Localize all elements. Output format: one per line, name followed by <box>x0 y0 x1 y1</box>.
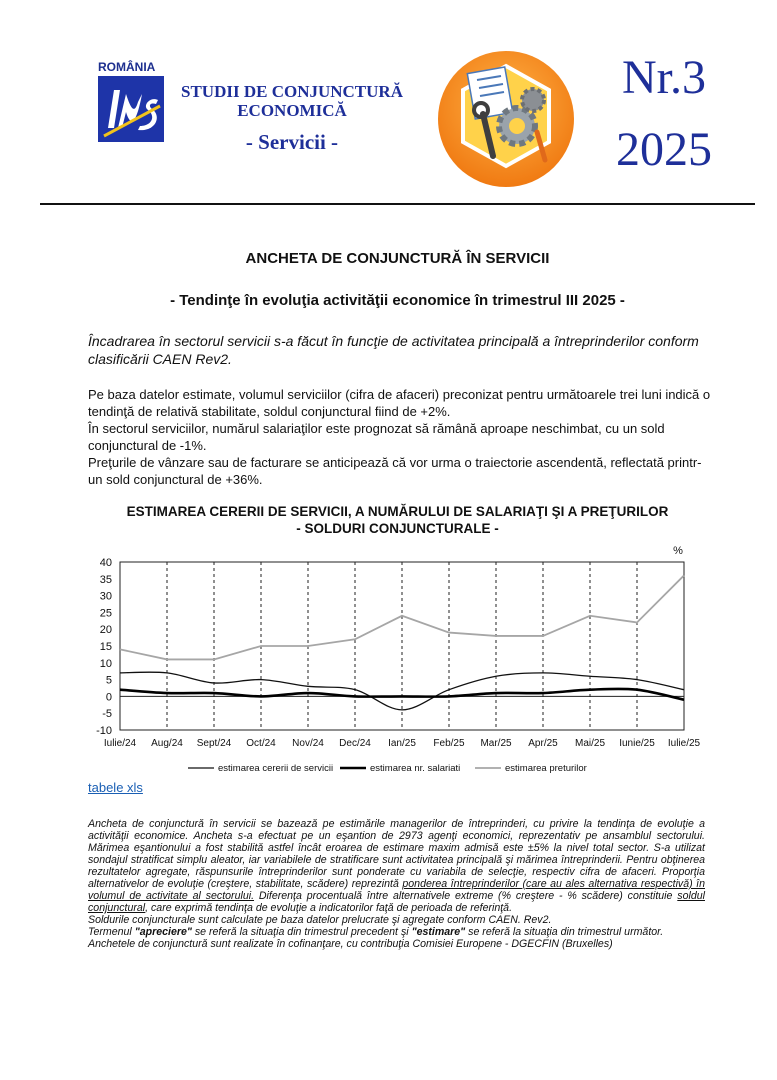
legend-label: estimarea cererii de servicii <box>218 763 334 774</box>
paragraph-turnover: Pe baza datelor estimate, volumul serviciilor (cifra de afaceri) preconizat pentru următoarele trei luni indică o tendinţă de relativă stabilitate, soldul conjunctural fiind de +2%. <box>88 387 711 419</box>
services-emblem <box>437 44 575 194</box>
method-balance-term: soldul conjunctural <box>88 890 705 914</box>
x-tick-label: Nov/24 <box>292 738 324 749</box>
x-tick-label: Oct/24 <box>246 738 276 749</box>
method-text-4: Anchetele de conjunctură sunt realizate în cofinanţare, cu contribuţia Comisiei Europene - DGECFIN (Bruxelles) <box>88 938 613 950</box>
x-tick-label: Apr/25 <box>528 738 558 749</box>
paragraph-prices: Preţurile de vânzare sau de facturare se anticipează că vor urma o traiectorie ascendentă, reflectată printr-un sold conjunctural de +36%. <box>88 455 702 487</box>
document-subtitle: - Tendinţe în evoluţia activităţii economice în trimestrul III 2025 - <box>170 292 625 309</box>
paragraph-employees: În sectorul serviciilor, numărul salariaţilor este prognozat să rămână aproape neschimbat, cu un sold conjunctural de -1%. <box>88 421 665 453</box>
x-tick-label: Aug/24 <box>151 738 183 749</box>
method-text-3a: Termenul <box>88 926 132 938</box>
method-text-3c: se referă la situaţia din trimestrul următor. <box>468 926 664 938</box>
x-tick-label: Iulie/25 <box>667 738 701 749</box>
legend-label: estimarea preturilor <box>505 763 587 774</box>
legend-label: estimarea nr. salariati <box>370 763 461 774</box>
publication-subtitle: - Servicii - <box>245 130 339 154</box>
document-title: ANCHETA DE CONJUNCTURĂ ÎN SERVICII <box>245 250 550 267</box>
issue-number: Nr.3 <box>622 51 706 104</box>
method-term-apreciere: "apreciere" <box>134 926 192 938</box>
method-text-2: Soldurile conjuncturale sunt calculate pe baza datelor prelucrate şi agregate conform CAEN. Rev2. <box>88 914 552 926</box>
method-term-estimare: "estimare" <box>411 926 466 938</box>
method-text-1-underlined: ponderea întreprinderilor (care au ales alternativa respectivă) în volumul de activitate al sectorului. <box>88 878 705 902</box>
ins-logo-icon <box>98 76 164 142</box>
x-tick-label: Iulie/24 <box>103 738 137 749</box>
y-tick-label: 40 <box>99 557 112 569</box>
chart-heading <box>40 503 755 537</box>
method-text-3b: se referă la situaţia din trimestrul precedent şi <box>194 926 409 938</box>
y-tick-label: 15 <box>99 641 112 653</box>
x-tick-label: Dec/24 <box>339 738 371 749</box>
chart-heading-line-2: - SOLDURI CONJUNCTURALE - <box>296 521 499 536</box>
y-tick-label: 20 <box>99 624 112 637</box>
issue-year: 2025 <box>616 123 712 176</box>
methodology-note <box>88 818 705 950</box>
y-tick-label: -5 <box>102 708 112 721</box>
y-tick-label: 35 <box>99 573 112 586</box>
gears-tools-icon <box>437 44 575 194</box>
unit-label: % <box>673 545 683 557</box>
method-text-1c: , care exprimă tendinţa de evoluţie a indicatorilor faţă de perioada de referinţă. <box>145 902 513 914</box>
x-tick-label: Sept/24 <box>196 738 232 749</box>
chart-heading-line-1: ESTIMAREA CERERII DE SERVICII, A NUMĂRULUI DE SALARIAŢI ŞI A PREŢURILOR <box>126 504 669 519</box>
header-divider <box>40 203 755 205</box>
y-tick-label: 25 <box>99 607 112 620</box>
y-tick-label: 0 <box>105 691 112 704</box>
x-tick-label: Ian/25 <box>388 738 416 749</box>
y-tick-label: 30 <box>99 590 112 603</box>
x-tick-label: Iunie/25 <box>619 738 655 749</box>
country-label: ROMÂNIA <box>98 60 156 74</box>
x-tick-label: Feb/25 <box>433 738 465 749</box>
x-tick-label: Mar/25 <box>480 738 512 749</box>
publication-title: STUDII DE CONJUNCTURĂ ECONOMICĂ <box>181 82 403 120</box>
x-tick-label: Mai/25 <box>574 738 606 749</box>
balances-line-chart <box>80 540 720 780</box>
method-text-1: Ancheta de conjunctură în servicii se bazează pe estimările managerilor de întreprinderi, cu privire la tendinţa de evoluţie a activităţii economice. Ancheta s-a efectuat pe un eşantion de 2973 agenţi economici, reprezentativ pe ansamblul sectorului. Mărimea eşantionului a fost stabilită astfel încât eroarea de estimare maxim admisă este ±5% la nivel total sector. S-a utilizat sondajul stratificat simplu aleator, iar variabilele de stratificare sunt activitatea principală şi mărimea întreprinderii. Pentru obţinerea rezultatelor agregate, răspunsurile întreprinderilor sunt ponderate cu variabila de selecţie, respectiv cifra de afaceri. Proporţia alternativelor de evoluţie (creştere, stabilitate, scădere) reprezintă <box>88 818 705 890</box>
y-tick-label: 10 <box>99 657 112 670</box>
ins-logo <box>98 76 164 142</box>
xls-tables-link[interactable]: tabele xls <box>88 780 143 795</box>
method-text-1b: Diferenţa procentuală între alternativele extreme (% creştere - % scădere) constituie <box>258 890 673 902</box>
y-tick-label: -10 <box>96 725 112 737</box>
intro-paragraph: Încadrarea în sectorul servicii s-a făcut în funcţie de activitatea principală a întreprinderilor conform clasificării CAEN Rev2. <box>88 333 699 367</box>
y-tick-label: 5 <box>105 674 112 687</box>
